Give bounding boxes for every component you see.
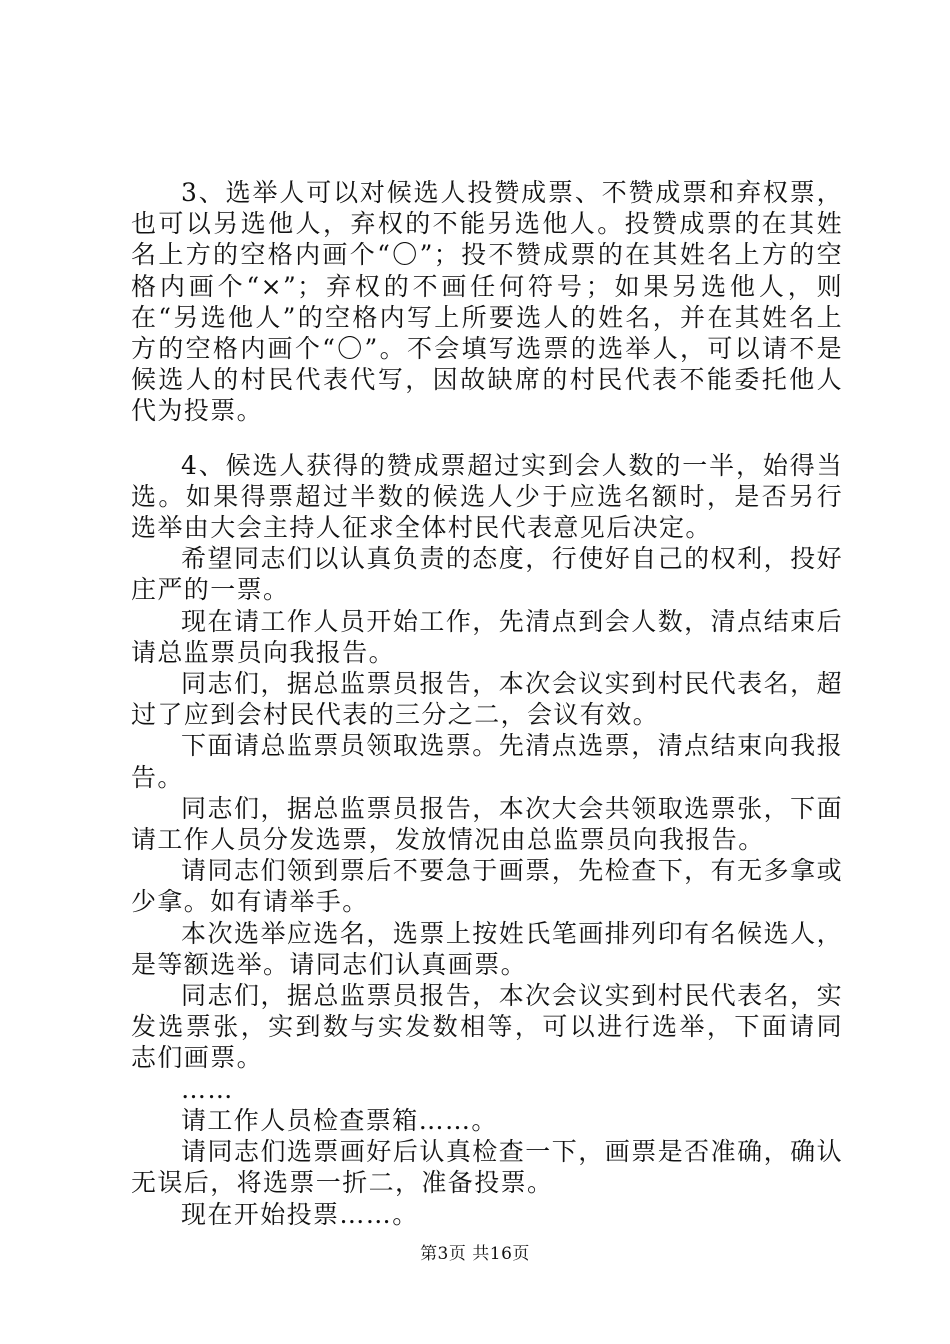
paragraph-rule-3: 3、选举人可以对候选人投赞成票、不赞成票和弃权票，也可以另选他人，弃权的不能另选他人。投赞成票的在其姓名上方的空格内画个“〇”；投不赞成票的在其姓名上方的空格内画个“×”；弃权的不画任何符号；如果另选他人，则在“另选他人”的空格内写上所要选人的姓名，并在其姓名上方的空格内画个“〇”。不会填写选票的选举人，可以请不是候选人的村民代表代写，因故缺席的村民代表不能委托他人代为投票。 <box>131 178 843 426</box>
paragraph-start-marking: 同志们，据总监票员报告，本次会议实到村民代表名，实发选票张，实到数与实发数相等，可以进行选举，下面请同志们画票。 <box>131 981 843 1073</box>
paragraph-election-type: 本次选举应选名，选票上按姓氏笔画排列印有名候选人，是等额选举。请同志们认真画票。 <box>131 918 843 979</box>
paragraph-ellipsis: …… <box>181 1074 234 1104</box>
paragraph-hope: 希望同志们以认真负责的态度，行使好自己的权利，投好庄严的一票。 <box>131 544 843 605</box>
paragraph-start-count: 现在请工作人员开始工作，先清点到会人数，清点结束后请总监票员向我报告。 <box>131 606 843 667</box>
paragraph-begin-voting: 现在开始投票……。 <box>181 1199 419 1229</box>
paragraph-check-box: 请工作人员检查票箱……。 <box>181 1105 498 1135</box>
paragraph-attendance-report: 同志们，据总监票员报告，本次会议实到村民代表名，超过了应到会村民代表的三分之二，会议有效。 <box>131 669 843 730</box>
paragraph-distribute-ballots: 同志们，据总监票员报告，本次大会共领取选票张，下面请工作人员分发选票，发放情况由总监票员向我报告。 <box>131 793 843 855</box>
page-footer: 第3页 共16页 <box>420 1244 530 1264</box>
paragraph-check-ballots: 请同志们领到票后不要急于画票，先检查下，有无多拿或少拿。如有请举手。 <box>131 856 843 917</box>
paragraph-collect-ballots: 下面请总监票员领取选票。先清点选票，清点结束向我报告。 <box>131 731 843 792</box>
document-body <box>131 177 843 1230</box>
paragraph-verify-ballot: 请同志们选票画好后认真检查一下，画票是否准确，确认无误后，将选票一折二，准备投票。 <box>131 1137 843 1198</box>
paragraph-rule-4: 4、候选人获得的赞成票超过实到会人数的一半，始得当选。如果得票超过半数的候选人少于应选名额时，是否另行选举由大会主持人征求全体村民代表意见后决定。 <box>131 450 843 543</box>
